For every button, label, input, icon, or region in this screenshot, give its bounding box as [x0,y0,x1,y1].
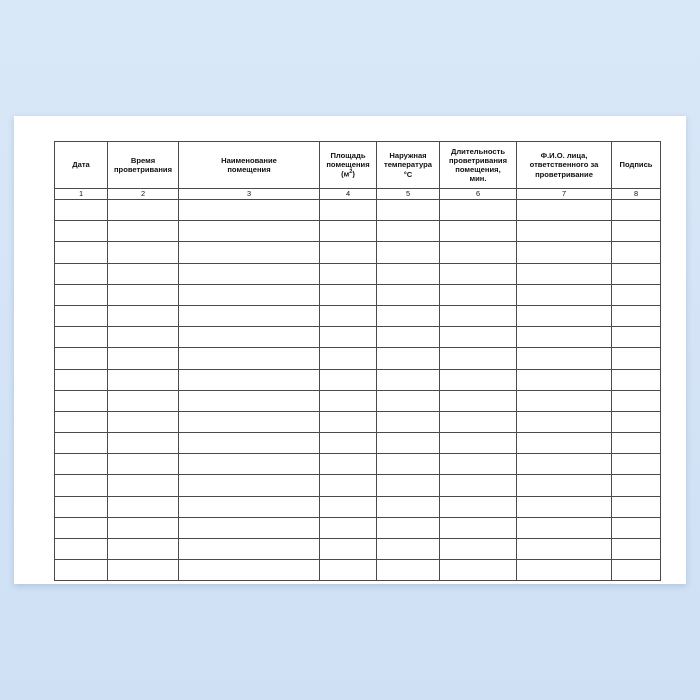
table-cell-signature[interactable] [612,560,661,581]
table-cell-area[interactable] [320,221,377,242]
table-cell-room[interactable] [179,454,320,475]
table-cell-room[interactable] [179,242,320,263]
table-cell-duration[interactable] [440,348,517,369]
table-cell-date[interactable] [55,454,108,475]
table-cell-time[interactable] [108,284,179,305]
column-header-time: Время проветривания [108,142,179,189]
table-cell-time[interactable] [108,200,179,221]
table-cell-temperature[interactable] [377,263,440,284]
table-row [55,284,661,305]
table-cell-signature[interactable] [612,327,661,348]
table-cell-time[interactable] [108,517,179,538]
header-row [55,142,661,189]
table-cell-room[interactable] [179,369,320,390]
table-cell-area[interactable] [320,200,377,221]
table-cell-date[interactable] [55,327,108,348]
table-cell-time[interactable] [108,390,179,411]
column-number-7: 7 [517,189,612,200]
table-cell-signature[interactable] [612,496,661,517]
table-cell-room[interactable] [179,263,320,284]
table-cell-temperature[interactable] [377,305,440,326]
table-cell-duration[interactable] [440,284,517,305]
table-cell-date[interactable] [55,221,108,242]
table-cell-time[interactable] [108,242,179,263]
table-cell-responsible[interactable] [517,411,612,432]
table-cell-responsible[interactable] [517,560,612,581]
table-cell-time[interactable] [108,369,179,390]
table-cell-area[interactable] [320,263,377,284]
table-cell-responsible[interactable] [517,369,612,390]
table-cell-temperature[interactable] [377,242,440,263]
table-cell-temperature[interactable] [377,433,440,454]
table-row [55,263,661,284]
table-row [55,411,661,432]
table-cell-time[interactable] [108,327,179,348]
column-number-4: 4 [320,189,377,200]
table-cell-duration[interactable] [440,411,517,432]
table-row [55,390,661,411]
table-cell-room[interactable] [179,411,320,432]
table-cell-area[interactable] [320,496,377,517]
table-cell-date[interactable] [55,539,108,560]
table-cell-room[interactable] [179,560,320,581]
table-row [55,221,661,242]
table-cell-date[interactable] [55,496,108,517]
table-cell-responsible[interactable] [517,242,612,263]
table-cell-date[interactable] [55,369,108,390]
table-cell-time[interactable] [108,263,179,284]
table-header [55,142,661,200]
table-cell-time[interactable] [108,348,179,369]
table-row [55,475,661,496]
table-cell-room[interactable] [179,327,320,348]
table-cell-temperature[interactable] [377,496,440,517]
table-cell-signature[interactable] [612,200,661,221]
table-cell-responsible[interactable] [517,539,612,560]
table-cell-date[interactable] [55,433,108,454]
table-cell-temperature[interactable] [377,327,440,348]
column-number-6: 6 [440,189,517,200]
table-cell-signature[interactable] [612,305,661,326]
table-cell-responsible[interactable] [517,390,612,411]
table-cell-duration[interactable] [440,390,517,411]
table-row [55,348,661,369]
table-cell-temperature[interactable] [377,390,440,411]
table-cell-signature[interactable] [612,263,661,284]
table-cell-responsible[interactable] [517,454,612,475]
column-header-area: Площадь помещения $(м^2)$ [320,142,377,189]
table-cell-time[interactable] [108,221,179,242]
table-cell-room[interactable] [179,496,320,517]
table-row [55,454,661,475]
table-cell-room[interactable] [179,221,320,242]
table-cell-responsible[interactable] [517,284,612,305]
table-cell-duration[interactable] [440,200,517,221]
table-cell-responsible[interactable] [517,475,612,496]
table-cell-duration[interactable] [440,305,517,326]
table-cell-signature[interactable] [612,284,661,305]
table-cell-responsible[interactable] [517,433,612,454]
area-unit-label: $(м^2)$ [341,169,355,179]
table-cell-signature[interactable] [612,539,661,560]
table-cell-temperature[interactable] [377,284,440,305]
table-cell-duration[interactable] [440,560,517,581]
table-cell-responsible[interactable] [517,305,612,326]
table-cell-room[interactable] [179,517,320,538]
table-cell-duration[interactable] [440,433,517,454]
table-cell-time[interactable] [108,475,179,496]
table-cell-temperature[interactable] [377,560,440,581]
table-body [55,200,661,581]
table-cell-date[interactable] [55,517,108,538]
table-cell-responsible[interactable] [517,221,612,242]
table-cell-temperature[interactable] [377,517,440,538]
table-cell-area[interactable] [320,560,377,581]
column-header-date: Дата [55,142,108,189]
table-cell-time[interactable] [108,496,179,517]
table-cell-date[interactable] [55,242,108,263]
table-cell-date[interactable] [55,284,108,305]
table-cell-temperature[interactable] [377,539,440,560]
table-cell-date[interactable] [55,200,108,221]
table-cell-time[interactable] [108,305,179,326]
table-cell-responsible[interactable] [517,200,612,221]
table-cell-area[interactable] [320,369,377,390]
table-cell-temperature[interactable] [377,475,440,496]
column-header-signature: Подпись [612,142,661,189]
table-cell-duration[interactable] [440,369,517,390]
ventilation-log-table [54,141,661,581]
column-number-1: 1 [55,189,108,200]
table-cell-duration[interactable] [440,517,517,538]
column-header-temperature: Наружная температура °С [377,142,440,189]
table-cell-duration[interactable] [440,327,517,348]
table-cell-signature[interactable] [612,411,661,432]
column-number-row [55,189,661,200]
table-cell-area[interactable] [320,284,377,305]
table-cell-date[interactable] [55,305,108,326]
table-cell-temperature[interactable] [377,369,440,390]
table-cell-signature[interactable] [612,221,661,242]
table-cell-duration[interactable] [440,539,517,560]
table-cell-room[interactable] [179,200,320,221]
table-cell-room[interactable] [179,348,320,369]
table-cell-date[interactable] [55,475,108,496]
table-cell-temperature[interactable] [377,411,440,432]
table-cell-area[interactable] [320,454,377,475]
log-sheet [54,141,652,559]
table-cell-date[interactable] [55,348,108,369]
table-cell-time[interactable] [108,539,179,560]
table-cell-area[interactable] [320,433,377,454]
table-cell-duration[interactable] [440,221,517,242]
table-cell-signature[interactable] [612,475,661,496]
table-cell-area[interactable] [320,390,377,411]
table-row [55,496,661,517]
table-cell-signature[interactable] [612,517,661,538]
table-cell-responsible[interactable] [517,327,612,348]
table-cell-duration[interactable] [440,242,517,263]
table-cell-temperature[interactable] [377,348,440,369]
table-cell-duration[interactable] [440,263,517,284]
table-cell-date[interactable] [55,390,108,411]
table-cell-area[interactable] [320,242,377,263]
table-cell-area[interactable] [320,348,377,369]
table-cell-temperature[interactable] [377,200,440,221]
table-row [55,200,661,221]
table-cell-date[interactable] [55,263,108,284]
column-header-duration: Длительность проветривания помещения, мин. [440,142,517,189]
table-cell-responsible[interactable] [517,348,612,369]
table-cell-time[interactable] [108,411,179,432]
table-cell-date[interactable] [55,411,108,432]
table-cell-temperature[interactable] [377,221,440,242]
table-cell-responsible[interactable] [517,496,612,517]
table-cell-area[interactable] [320,475,377,496]
table-row [55,539,661,560]
table-row [55,242,661,263]
table-cell-signature[interactable] [612,390,661,411]
table-row [55,305,661,326]
table-cell-room[interactable] [179,390,320,411]
column-number-3: 3 [179,189,320,200]
table-cell-signature[interactable] [612,369,661,390]
table-cell-temperature[interactable] [377,454,440,475]
table-cell-area[interactable] [320,539,377,560]
table-cell-duration[interactable] [440,496,517,517]
table-cell-time[interactable] [108,433,179,454]
column-header-room: Наименование помещения [179,142,320,189]
table-cell-duration[interactable] [440,454,517,475]
table-cell-area[interactable] [320,517,377,538]
table-cell-date[interactable] [55,560,108,581]
table-cell-room[interactable] [179,433,320,454]
table-cell-time[interactable] [108,454,179,475]
paper-sheet [14,116,686,584]
table-row [55,433,661,454]
table-cell-room[interactable] [179,475,320,496]
table-cell-area[interactable] [320,411,377,432]
table-cell-signature[interactable] [612,242,661,263]
table-row [55,327,661,348]
table-cell-signature[interactable] [612,348,661,369]
table-cell-room[interactable] [179,284,320,305]
table-row [55,517,661,538]
table-cell-responsible[interactable] [517,263,612,284]
table-cell-area[interactable] [320,327,377,348]
table-row [55,560,661,581]
column-header-responsible: Ф.И.О. лица, ответственного за проветривание [517,142,612,189]
table-row [55,369,661,390]
table-cell-responsible[interactable] [517,517,612,538]
table-cell-room[interactable] [179,539,320,560]
table-cell-time[interactable] [108,560,179,581]
column-number-2: 2 [108,189,179,200]
column-number-8: 8 [612,189,661,200]
table-cell-signature[interactable] [612,454,661,475]
table-cell-duration[interactable] [440,475,517,496]
column-number-5: 5 [377,189,440,200]
table-cell-room[interactable] [179,305,320,326]
table-cell-signature[interactable] [612,433,661,454]
table-cell-area[interactable] [320,305,377,326]
